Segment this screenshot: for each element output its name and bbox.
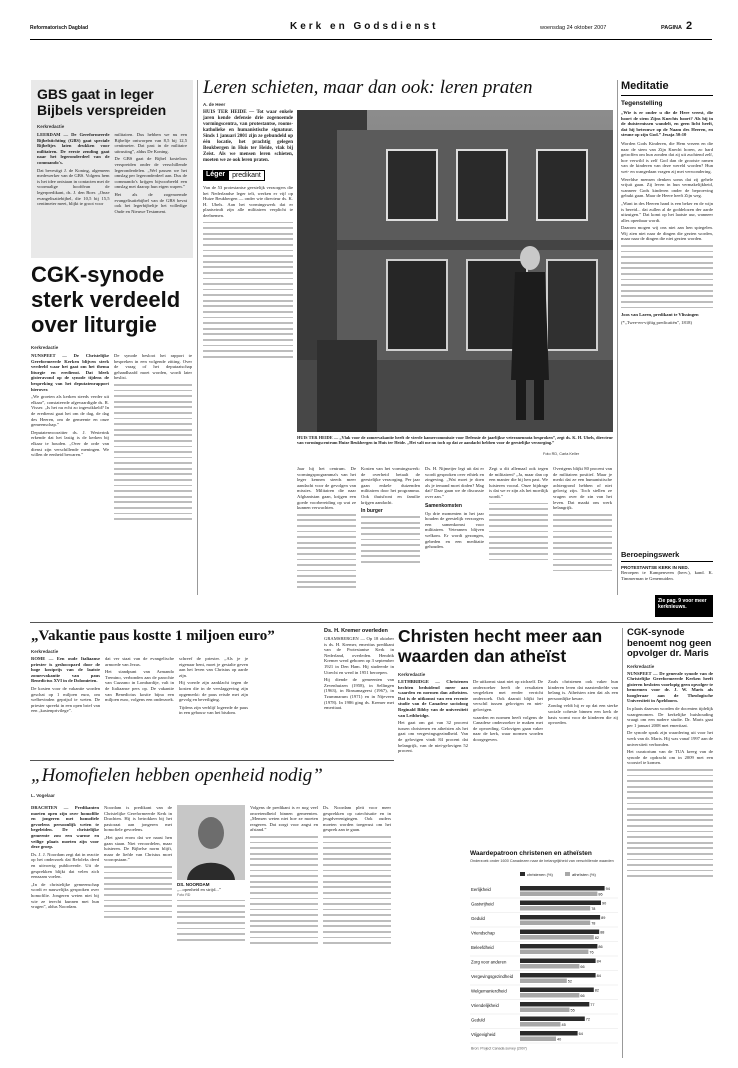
- vakantie-headline: „Vakantie paus kostte 1 miljoen euro”: [31, 628, 275, 644]
- christen-headline: Christen hecht meer aan waarden dan atheïst: [398, 626, 603, 666]
- vakantie-paragraph: schreef de priester. „Als je je eigenaar bent, moet je gestalte geven aan het leven van Christus op aarde zijn.: [179, 656, 248, 678]
- header-paper-name: Reformatorisch Dagblad: [30, 25, 89, 31]
- bar-atheïsten: [520, 1037, 556, 1042]
- bar-value-label: 64: [578, 1031, 583, 1036]
- maris-lead: NUNSPEET — De generale synode van de Christelijke Gereformeerde Kerken heeft gisteren besloten voorlopig geen opvolger te benoemen voor dr. J. W. Maris als hoogleraar aan de Theologische Universiteit in Apeldoorn.: [627, 670, 713, 704]
- vakantie-paragraph: De kosten voor de vakantie worden geschat op 1 miljoen euro, om welbevinden geprijsd te weten. De priester spreekt in een open brief van een „kastenprivilege”.: [31, 685, 100, 714]
- header-rule: [30, 39, 712, 40]
- christen-paragraph: Het gaat om gat van 32 procent tussen christenen en atheïsten als het gaat om vergevingsgezindheid. Van de gelovigen vindt 84 procent dat belangrijk, van de niet-gelovigen 52 procent.: [398, 720, 468, 754]
- bar-atheïsten: [520, 979, 567, 984]
- vakantie-paragraph: dat ver staat van de evangelische armoede van Jezus.: [105, 656, 174, 667]
- bar-christenen: [520, 944, 597, 949]
- bar-christenen: [520, 930, 599, 935]
- bar-value-label: 86: [598, 892, 603, 897]
- category-label: Eerlijkheid: [471, 887, 491, 892]
- bar-christenen: [520, 915, 600, 920]
- bar-value-label: 78: [591, 921, 596, 926]
- leger-paragraph: Ds. H. Nijmeijer legt uit dat er wordt gesproken over ethiek en zingeving. „Wat moet je doen als je iemand moet doden? Mag dat? Daar gaan we de discussie over aan.”: [425, 466, 484, 499]
- bar-value-label: 94: [605, 886, 610, 891]
- bar-atheïsten: [520, 921, 590, 926]
- column-divider: [617, 80, 618, 595]
- bar-atheïsten: [520, 993, 579, 998]
- ad-box: [655, 595, 713, 617]
- meditatie-signature: Joos van Laren, predikant te Vlissingen: [621, 312, 699, 318]
- cgk-headline: CGK-synode sterk verdeeld over liturgie: [31, 262, 181, 337]
- bar-value-label: 78: [591, 906, 596, 911]
- ad-text: Zie pag. 9 voor meer kerknieuws.: [658, 598, 707, 610]
- bar-atheïsten: [520, 950, 588, 955]
- gbs-paragraph: militairen. Dus hebben we nu een Bijbeltje ontworpen van 8,5 bij 12,5 centimeter. Dat past in de militaire uitrusting”, aldus De Koning.: [114, 132, 187, 154]
- leger-paragraph: Overigens blijkt 80 procent van de militairen positief. Maar je merkt dat ze een humanistische achtergrond hebben of niet gelovig zijn. Toch stellen ze vragen over de zin van het leven. Dat maakt ons werk belangrijk.: [553, 466, 612, 511]
- maris-paragraph: Het curatorium van de TUA kreeg van de synode de opdracht om in 2009 met een voorstel te komen.: [627, 749, 713, 766]
- page-header: [30, 20, 712, 40]
- bar-christenen: [520, 959, 596, 964]
- beroeping-text: Beroepen te Kampenveen (herv.), kand. K. Timmerman te Genemuiden.: [621, 570, 713, 581]
- leger-paragraph: Kosten van het vormingswerk: de overheid betaalt de geestelijke verzorging. Per jaar gaan enkele duizenden militairen door het programma. Ook thuisfront en familie krijgen aandacht.: [361, 466, 420, 505]
- leger-photo-caption: HUIS TER HEIDE — „Vlak voor de zomervakantie heeft de vierde kamercommissie voor Defensie de jaarlijkse veteranennota besproken”, zegt ds. K. H. Ubels, directeur van vormingscentrum Huize Beukbergen in Huis ter Heide. „Het valt me nu toch op dat ze aandacht hebben voor de geestelijke verzorging.”: [297, 435, 613, 446]
- homo-paragraph: Ds. J. J. Noordam zegt dat in reactie op het onderzoek dat Refoleks deed en uitvoerig publiceerde. Uit de gesprekken blijkt dat velen zich eenzaam voelen.: [31, 851, 99, 880]
- header-section-title: Kerk en Godsdienst: [290, 21, 439, 32]
- meditatie-paragraph: Worden Gods Kinderen, die Hem vrezen en die naar de stem van Zijn Knecht horen, zo hard getroffen om hun zonden dat zij uit zuchtend zelf, hoe verwild is zelf God dan de grootste ramen van de kinderen van deze wereld worden? Hun wet- en wangedaan vragen zij met verwondering.: [621, 140, 713, 174]
- chart-source: Bron: Project Canada survey (2007): [471, 1046, 527, 1051]
- legend-swatch: [520, 872, 525, 876]
- leger-subhead: Samenkomsten: [425, 502, 462, 509]
- cgk-article: [31, 262, 193, 597]
- header-page-number: 2: [686, 20, 693, 32]
- meditatie-paragraph: Daarom mogen wij ons niet aan hen spiegelen. Wij zien niet naar de dingen die gezien worden, maar naar de dingen die niet gezien worden.: [621, 225, 713, 242]
- leger-paragraph: Jaar hij het centrum. De vormingsprogramma's van het leger kennen steeds meer aandacht voor de gevolgen van missies. Militairen die naar Afghanistan gaan, krijgen een goede voorbereiding op wat ze kunnen verwachten.: [297, 466, 356, 511]
- bar-value-label: 84: [596, 959, 601, 964]
- gbs-lead: LEERDAM — De Gereformeerde Bijbelstichting (GBS) gaat speciale Bijbeltjes laten drukken voor militairen. De eerste zending gaat naar het legeronderdeel van de commando's.: [37, 132, 110, 165]
- beroeping-box: [621, 550, 713, 590]
- legend-swatch: [565, 872, 570, 876]
- bar-value-label: 52: [567, 979, 573, 984]
- leger-lead: HUIS TER HEIDE — Tot waar enkele jaren kende defensie drie zogenoemde vormingscentra, van protestantse, rooms-katholieke en humanistische signatuur. Sinds 1 januari 2001 zijn ze gebundeld op één locatie, het prachtig gelegen Beukbergen in Huis ter Heide, vlak bij Zeist. Als we mensen leren schieten, moeten we ze ook leren praten.: [203, 110, 293, 163]
- legend-label: christenen (%): [527, 872, 553, 877]
- section-divider: [30, 760, 394, 761]
- leger-photo: [297, 110, 613, 432]
- leger-badge-right: predikant: [228, 170, 265, 181]
- meditatie-quote: „Wie is er onder u die de Here vreest, die hoort de stem Zijns Knechts hoort? Als hij in de duisternissen wandelt, en geen licht heeft, dat hij betrouwe op de Naam des Heeren, en steune op zijn God.” Jesaja 50:10: [621, 110, 713, 138]
- homo-headline: „Homofielen hebben openheid nodig”: [31, 765, 323, 786]
- maris-paragraph: De synode sprak zijn waardering uit voor het werk van dr. Maris. Hij was vanaf 1997 aan de universiteit verbonden.: [627, 730, 713, 747]
- homo-article: [31, 765, 393, 1060]
- gbs-headline: GBS gaat in leger Bijbels verspreiden: [37, 86, 167, 118]
- header-date: woensdag 24 oktober 2007: [540, 25, 607, 31]
- homo-lead: DRACHTEN — Predikanten moeten open zijn over homofilie en jongeren met homofiele gevoelens persoonlijk weten te begeleiden. De christelijke gemeente zou een warme en veilige plaats moeten zijn voor deze groep.: [31, 805, 99, 850]
- bar-value-label: 55: [570, 1008, 575, 1013]
- leger-paragraph: Zegt u dit allemaal ook tegen de militairen? „Ja, maar dan op een manier die bij hen past. We luisteren vooral. Onze bijdrage is dat we er zijn als het moeilijk wordt.”: [489, 466, 548, 499]
- bar-christenen: [520, 886, 605, 891]
- category-label: Beleefdheid: [471, 945, 494, 950]
- bar-christenen: [520, 1031, 578, 1036]
- meditatie-column: [621, 80, 713, 550]
- bar-value-label: 84: [596, 973, 601, 978]
- vakantie-kicker: Kerkredactie: [31, 649, 59, 654]
- homo-paragraph: Noordam is predikant van de Christelijke Gereformeerde Kerk in Drachten. Hij is betrokken bij het pastoraat aan jongeren met homofiele gevoelens.: [104, 805, 172, 833]
- building-photo-illustration: [297, 110, 613, 432]
- homo-paragraph: Ds. Noordam pleit voor meer gesprekken op catechisatie en in jeugdverenigingen. Ook ouders moeten worden toegerust om het gesprek aan te gaan.: [323, 805, 391, 833]
- christen-paragraph: Zoals christenen ook vaker hun kinderen leren dat naastenliefde van belang is. Atheïsten zien dat als een persoonlijke keuze.: [548, 679, 618, 701]
- bar-value-label: 77: [590, 1002, 595, 1007]
- vakantie-paragraph: Tijdens zijn verblijf logeerde de paus in een gebouw van het bisdom.: [179, 704, 248, 716]
- bar-atheïsten: [520, 1008, 570, 1013]
- values-chart: [470, 850, 618, 1060]
- homo-paragraph: „Het gaat erom dat we naast hen gaan staan. Niet veroordelen, maar luisteren. De Bijbelse norm blijft, maar de liefde van Christus moet vooropstaan.”: [104, 834, 172, 863]
- category-label: Welgemanierdheid: [471, 988, 507, 994]
- bar-christenen: [520, 988, 594, 993]
- leger-photo-credit: Foto RD, Carla Keller: [543, 452, 580, 456]
- bar-christenen: [520, 1017, 585, 1022]
- bar-christenen: [520, 901, 601, 906]
- cgk-paragraph: De synode besloot het rapport te bespreken in een volgende zitting. Over de vraag of het deputaatschap gehandhaafd moet worden, wordt later beslist.: [114, 353, 192, 381]
- bar-value-label: 89: [601, 915, 606, 920]
- gbs-paragraph: Dat bevestigt J. de Koning, algemeen medewerker van de GBS. Volgens hem is het idee ontstaan in contacten met de voormalige hoofdvan de legerpredikant, ds. J. den Boer. „Onze evangelisatiebijbel, die 10,5 bij 15,5 centimeter meet, blijkt te groot voor: [37, 167, 110, 207]
- bar-value-label: 66: [580, 993, 585, 998]
- cgk-lead: NUNSPEET — De Christelijke Gereformeerde Kerken blijven sterk verdeeld waar het gaat om het thema liturgie en eredienst. Dat bleek gisteravond op de synode tijdens de bespreking van het deputatenrapport hierover.: [31, 353, 109, 392]
- column-divider: [197, 80, 198, 595]
- vakantie-lead: ROME — Een oude Italiaanse priester is geshocopard door de hoge kostprijs van de laatste zomervakantie van paus Benedictus XVI in de Dolomieten.: [31, 656, 100, 684]
- maris-paragraph: In plaats daarvan worden de docenten tijdelijk waargenomen. De kerkelijke huishouding vraagt om een nadere studie. Dr. Maris gaat per 1 januari 2008 met emeritaat.: [627, 706, 713, 728]
- leger-badge-left: Léger: [203, 170, 228, 181]
- overleden-lead: GRAMSBERGEN — Op 18 oktober is ds. H. Kremer, emeritus predikant van de Protestantse Kerk in Nederland, overleden. Hendrik Kremer werd geboren op 3 september 1921 in Den Ham. Hij studeerde in Utrecht en werd in 1951 beroepen.: [324, 636, 394, 675]
- category-label: Zorg voor anderen: [471, 959, 507, 965]
- portrait-illustration: [177, 805, 245, 880]
- gbs-paragraph: Het als de zogenoemde evangelisatiebijbel van de GBS bevat ook het legerbijbeltje het volledige Oude en Nieuwe Testament.: [114, 191, 187, 214]
- bar-value-label: 40: [557, 1037, 562, 1042]
- category-label: Geduld: [471, 1017, 485, 1023]
- homo-paragraph: Volgens de predikant is er nog veel onwetendheid binnen gemeenten. „Mensen weten niet hoe ze moeten reageren. Dat zorgt voor angst en afstand.”: [250, 805, 318, 833]
- leger-subhead: In burger: [361, 508, 383, 515]
- vakantie-paragraph: Hij voerde zijn aanklacht tegen de kosten die in de verslaggeving zijn opgemerkt: de paus reisde met zijn gevolg en beveiliging.: [179, 680, 248, 703]
- christen-paragraph: Zondag veldt hij er op dat een sterke sociale cohesie binnen een kerk de basis vormt voor de kinderen die zij opvoeden.: [548, 703, 618, 726]
- meditatie-footnote: (*„Twee-en-vijftig predicatiën”, 1818): [621, 319, 692, 325]
- section-divider: [30, 622, 713, 623]
- bar-value-label: 76: [589, 950, 594, 955]
- christen-kicker: Kerkredactie: [398, 672, 426, 677]
- vakantie-paragraph: Het standpunt van Armando Tremino, verbonden aan de parochie van Cuzzano in Lombardije, valt in de Italiaanse pers op. De vakantie van Benedictus kostte bijna een miljoen euro, volgens een onderzoek.: [105, 669, 174, 703]
- overleden-headline: Ds. H. Kremer overleden: [324, 628, 388, 634]
- bar-value-label: 90: [602, 901, 607, 906]
- leger-logo-badge: [203, 170, 293, 181]
- overleden-paragraph: Hij diende de gemeenten van Zevenhuizen (1958), in Sellingen (1963), in Rinsumageest (1967), in Tzummarum (1971) en in Nijeveen (1978). In 1986 ging ds. Kremer met emeritaat.: [324, 677, 394, 711]
- header-page-label: PAGINA: [661, 25, 682, 31]
- gbs-kicker: Kerkredactie: [37, 124, 65, 129]
- bar-atheïsten: [520, 906, 590, 911]
- christen-paragraph: waarden en normen heeft volgens de Canadese onderzoeker te maken met de opvoeding. Gelovigen gaan vaker naar de kerk, waar normen worden doorgegeven.: [473, 714, 543, 742]
- homo-byline: L. Vogelaar: [31, 793, 55, 798]
- bar-atheïsten: [520, 1022, 561, 1027]
- category-label: Vriendelijkheid: [471, 1003, 499, 1008]
- gbs-paragraph: De GBS gaat de Bijbel kosteloos verspreiden onder de verschillende legeronderdelen. „Wel passen we het omslag per legeronderdeel aan. Dus de commando's krijgen bijvoorbeeld een omslag met daarop hun eigen wapen.”: [114, 156, 187, 190]
- bar-atheïsten: [520, 935, 594, 940]
- category-label: Gastvrijheid: [471, 901, 494, 907]
- gbs-article: [31, 80, 193, 258]
- bar-value-label: 66: [580, 964, 585, 969]
- homo-photo-caption-text: „...openheid en strijd...”: [177, 887, 221, 892]
- meditatie-paragraph: Wereldse mensen denken soms dat zij gehele vrijuit gaan. Zij leven in hun vermakelijkheid, wanneer Gods kinderen onder de beproeving gebukt gaan. Maar de Heere heeft Zijn weg.: [621, 176, 713, 199]
- homo-paragraph: „In de christelijke gemeenschap wordt er nauwelijks gesproken over homofilie. Jongeren weten niet bij wie ze terecht kunnen met hun vragen”, aldus Noordam.: [31, 881, 99, 910]
- christen-lead: LETHBRIDGE — Christenen hechten beduidend meer aan waarden en normen dan atheïsten. Dat is de uitkomst van een recente studie van de Canadese socioloog Reginald Bibby van de universiteit van Lethbridge.: [398, 679, 468, 718]
- bar-value-label: 82: [594, 988, 600, 993]
- vakantie-article: [31, 628, 321, 758]
- leger-headline: Leren schieten, maar dan ook: leren praten: [203, 77, 533, 98]
- bar-atheïsten: [520, 892, 597, 897]
- chart-svg: [470, 870, 618, 1055]
- beroeping-title: Beroepingswerk: [621, 550, 713, 562]
- meditatie-subtitle: Tegenstelling: [621, 100, 663, 107]
- bar-value-label: 82: [594, 935, 600, 940]
- category-label: Vriendschap: [471, 930, 495, 936]
- beroeping-org: PROTESTANTSE KERK IN NED.: [621, 565, 689, 570]
- cgk-kicker: Kerkredactie: [31, 345, 59, 350]
- meditatie-title: Meditatie: [621, 80, 713, 96]
- cgk-paragraph: „We groeien als kerken steeds verder uit elkaar”, constateerde afgevaardigde ds. R. Visser. „Is het nu echt zo ingewikkeld? In de eredienst gaat het om de dag, de dag des Heeren, om de gemeente en onze gemeenschap.”: [31, 394, 109, 428]
- leger-paragraph: Op drie momenten in het jaar houden de geestelijk verzorgers een samenkomst voor militairen. Veteranen blijven welkom. Er wordt gezongen, gebeden en een meditatie gehouden.: [425, 510, 484, 550]
- column-divider: [622, 628, 623, 1058]
- legend-label: atheïsten (%): [572, 872, 596, 877]
- leger-article: [203, 78, 613, 598]
- maris-kicker: Kerkredactie: [627, 663, 655, 669]
- maris-article: [627, 628, 713, 1058]
- cgk-paragraph: Deputatenvoorzitter ds. J. Westerink erkende dat het lastig is de kerken bij elkaar te houden. „Over de orde van dienst zijn verschillende meningen. We willen de eenheid bewaren.”: [31, 429, 109, 458]
- leger-byline: A. de Heer: [203, 102, 226, 107]
- chart-title: Waardepatroon christenen en atheïsten: [470, 850, 592, 857]
- category-label: Vergevingsgezindheid: [471, 974, 514, 979]
- bar-value-label: 45: [561, 1022, 566, 1027]
- category-label: Vrijgevigheid: [471, 1032, 496, 1037]
- bar-atheïsten: [520, 964, 579, 969]
- leger-paragraph: Van de 53 protestantse geestelijk verzorgers die het Nederlandse leger telt, werken er vijf op Huize Beukbergen — onder wie directeur ds. K. H. Ubels. Aan het vormingswerk dat er plaatsvindt zijn alle militairen verplicht te deelnemen.: [203, 185, 293, 218]
- overleden-article: [324, 628, 394, 758]
- bar-christenen: [520, 973, 596, 978]
- bar-value-label: 72: [585, 1017, 591, 1022]
- homo-photo-caption-name: DS. NOORDAM: [177, 882, 210, 887]
- bar-christenen: [520, 1002, 589, 1007]
- homo-photo-credit: Foto RD: [177, 892, 191, 897]
- bar-value-label: 86: [598, 944, 603, 949]
- maris-headline: CGK-synode benoemt nog geen opvolger dr. Maris: [627, 628, 712, 659]
- christen-paragraph: De uitkomst staat niet op zichzelf. De onderzoeker heeft de resultaten vergeleken met eerder verricht onderzoek. Ook daaruit blijkt het verschil tussen gelovigen en niet-gelovigen.: [473, 679, 543, 712]
- chart-subtitle: Onderzoek onder 1600 Canadezen naar de belangrijkheid van verschillende waarden: [470, 859, 614, 863]
- category-label: Geduld: [471, 916, 485, 921]
- homo-photo: [177, 805, 245, 880]
- meditatie-paragraph: „Want in des Heeren hand is een beker en de wijn is bereid... dat zullen al de goddelozen der aarde uitzuigen.” Dat komt op het laatste uur, wanneer alles openbaar wordt.: [621, 200, 713, 223]
- bar-value-label: 88: [600, 930, 605, 935]
